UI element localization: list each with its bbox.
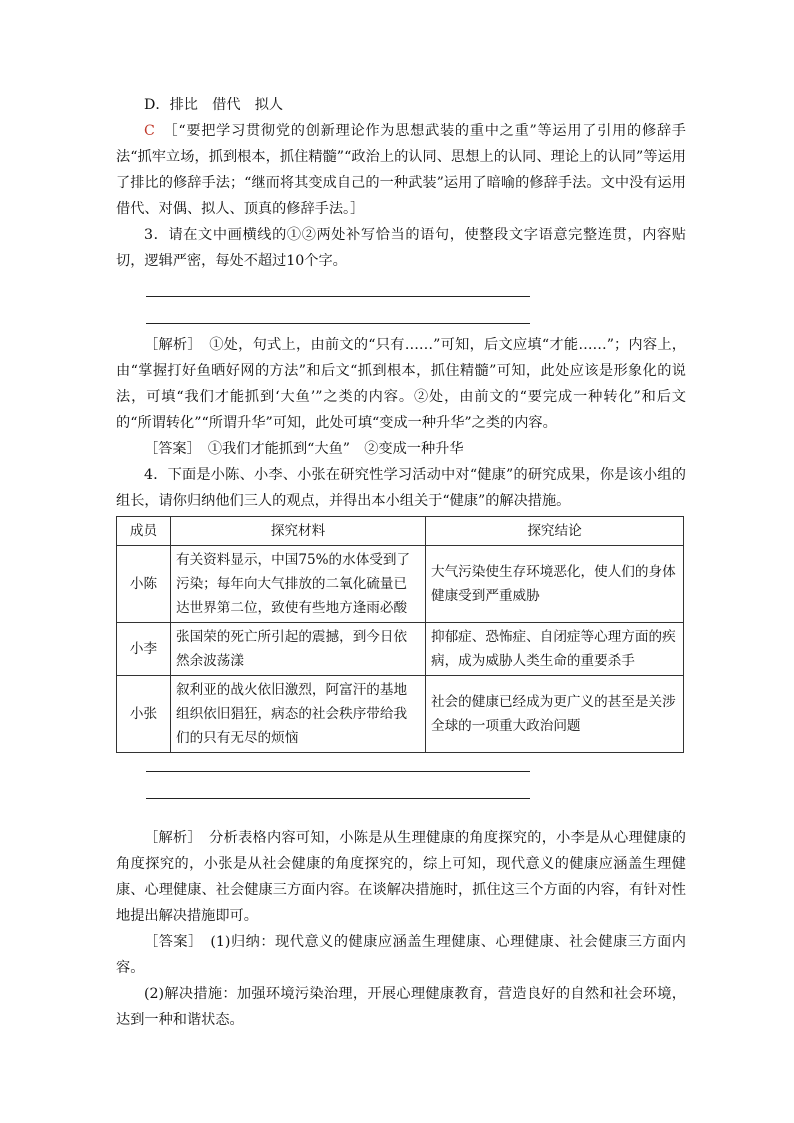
table-header: 探究结论: [426, 517, 684, 546]
table-cell-conclusion: 社会的健康已经成为更广义的甚至是关涉全球的一项重大政治问题: [426, 676, 684, 753]
table-cell-material: 叙利亚的战火依旧激烈，阿富汗的基地组织依旧猖狂，病态的社会秩序带给我们的只有无尽的烦恼: [171, 676, 426, 753]
table-header: 成员: [117, 517, 171, 546]
q3-question: 3．请在文中画横线的①②两处补写恰当的语句，使整段文字语意完整连贯，内容贴切，逻辑严密，每处不超过10个字。: [116, 227, 686, 269]
table-cell-conclusion: 抑郁症、恐怖症、自闭症等心理方面的疾病，成为威胁人类生命的重要杀手: [426, 623, 684, 676]
q2-explanation: ［“要把学习贯彻党的创新理论作为思想武装的重中之重”等运用了引用的修辞手法“抓牢立场，抓到根本，抓住精髓”“政治上的认同、思想上的认同、理论上的认同”等运用了排比的修辞手法；“继而将其变成自己的一种武装”运用了暗喻的修辞手法。文中没有运用借代、对偶、拟人、顶真的修辞手法。］: [116, 123, 686, 217]
q4-answer-1: ［答案］ (1)归纳：现代意义的健康应涵盖生理健康、心理健康、社会健康三方面内容。: [116, 934, 686, 976]
option-d: D．排比 借代 拟人: [144, 97, 284, 113]
table-cell-member: 小陈: [117, 546, 171, 623]
table-cell-member: 小张: [117, 676, 171, 753]
research-table: [116, 516, 684, 753]
table-cell-member: 小李: [117, 623, 171, 676]
q3-answer: ［答案］ ①我们才能抓到“大鱼” ②变成一种升华: [144, 441, 464, 457]
table-row: [117, 546, 684, 623]
table-header-row: [117, 517, 684, 546]
answer-blank-line: [146, 296, 530, 297]
table-cell-material: 有关资料显示，中国75%的水体受到了污染；每年向大气排放的二氧化硫量已达世界第二位，致使有些地方逢雨必酸: [171, 546, 426, 623]
answer-blank-line: [146, 798, 530, 799]
q2-explanation-paragraph: [116, 118, 686, 222]
table-row: [117, 623, 684, 676]
q4-question: 4．下面是小陈、小李、小张在研究性学习活动中对“健康”的研究成果，你是该小组的组长，请你归纳他们三人的观点，并得出本小组关于“健康”的解决措施。: [116, 467, 686, 509]
answer-letter: C: [144, 123, 155, 139]
table-cell-conclusion: 大气污染使生存环境恶化，使人们的身体健康受到严重威胁: [426, 546, 684, 623]
answer-blank-line: [146, 323, 530, 324]
document-body: [116, 92, 686, 1033]
q4-answer-2: (2)解决措施：加强环境污染治理，开展心理健康教育，营造良好的自然和社会环境，达到一种和谐状态。: [116, 986, 686, 1028]
table-cell-material: 张国荣的死亡所引起的震撼，到今日依然余波荡漾: [171, 623, 426, 676]
q3-analysis: ［解析］ ①处，句式上，由前文的“只有……”可知，后文应填“才能……”；内容上，由“掌握打好鱼晒好网的方法”和后文“抓到根本，抓住精髓”可知，此处应该是形象化的说法，可填“我们才能抓到‘大鱼’”之类的内容。②处，由前文的“要完成一种转化”和后文的“所谓转化”“所谓升华”可知，此处可填“变成一种升华”之类的内容。: [116, 337, 686, 431]
q4-analysis: ［解析］ 分析表格内容可知，小陈是从生理健康的角度探究的，小李是从心理健康的角度探究的，小张是从社会健康的角度探究的，综上可知，现代意义的健康应涵盖生理健康、心理健康、社会健康三方面内容。在谈解决措施时，抓住这三个方面的内容，有针对性地提出解决措施即可。: [116, 830, 686, 924]
table-row: [117, 676, 684, 753]
table-header: 探究材料: [171, 517, 426, 546]
answer-blank-line: [146, 771, 530, 772]
